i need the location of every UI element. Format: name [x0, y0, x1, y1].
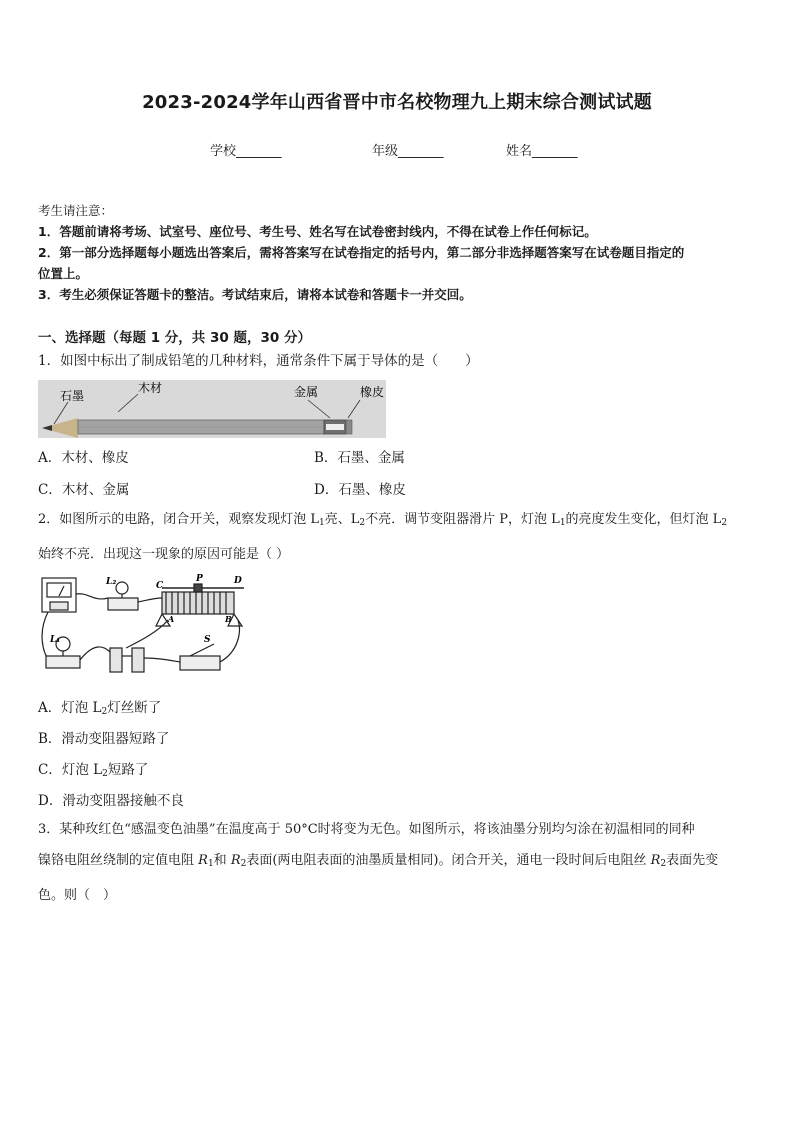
name-label: 姓名: [506, 144, 533, 159]
q3-line-1: 3．某种玫红色“感温变色油墨”在温度高于 50°C时将变为无色。如图所示，将该油墨分别均匀涂在初温相同的同种: [38, 822, 695, 837]
notice-item: 1．答题前请将考场、试室号、座位号、考生号、姓名写在试卷密封线内，不得在试卷上作任何标记。: [38, 224, 597, 239]
label-a: A: [168, 614, 175, 624]
q1-stem: 1．如图中标出了制成铅笔的几种材料，通常条件下属于导体的是（ ）: [38, 353, 479, 369]
label-wood: 木材: [138, 381, 163, 395]
q2-stem-line-2: 始终不亮．出现这一现象的原因可能是（ ）: [38, 547, 290, 562]
notice-heading: 考生请注意：: [38, 203, 114, 218]
q1-option-c: C．木材、金属: [38, 482, 130, 498]
battery-2: [132, 648, 144, 672]
grade-label: 年级: [372, 144, 399, 159]
label-rubber: 橡皮: [360, 385, 385, 399]
q1-option-a: A．木材、橡皮: [38, 450, 129, 466]
section-heading: 一、选择题（每题 1 分，共 30 题，30 分）: [38, 330, 311, 346]
rheostat-coil: [162, 592, 234, 614]
battery-1: [110, 648, 122, 672]
label-graphite: 石墨: [60, 389, 85, 403]
rheostat-slider: [194, 584, 202, 592]
page-title: 2023-2024学年山西省晋中市名校物理九上期末综合测试试题: [142, 92, 652, 113]
notice-item: 2．第一部分选择题每小题选出答案后，需将答案写在试卷指定的括号内，第二部分非选择题答案写在试卷题目指定的: [38, 245, 685, 260]
l1-base: [46, 656, 80, 668]
school-label: 学校: [210, 144, 237, 159]
q1-option-d: D．石墨、橡皮: [314, 482, 406, 498]
q2-option-d: D．滑动变阻器接触不良: [38, 793, 184, 809]
name-blank: _______: [532, 144, 578, 159]
q3-stem: [38, 814, 760, 911]
q2-stem-line-1: 2．如图所示的电路，闭合开关，观察发现灯泡 $L_1$亮、$L_2$不亮．调节变阻器滑片 P，灯泡 $L_1$的亮度发生变化，但灯泡 $L_2$: [38, 512, 728, 528]
label-b: B: [225, 614, 232, 624]
circuit-figure: [38, 572, 258, 676]
school-blank: _______: [236, 144, 282, 159]
switch-base: [180, 656, 220, 670]
name-field: [506, 140, 578, 159]
q1-option-b: B．石墨、金属: [314, 450, 405, 466]
q3-line-2: 镍铬电阻丝绕制的定值电阻 $R_1$和 $R_2$表面(两电阻表面的油墨质量相同)。闭合开关，通电一段时间后电阻丝 $R_2$表面先变: [38, 853, 719, 869]
label-metal: 金属: [294, 385, 319, 399]
label-c: C: [156, 581, 164, 591]
notice-item: 3．考生必须保证答题卡的整洁。考试结束后，请将本试卷和答题卡一并交回。: [38, 287, 472, 302]
label-l2: L₂: [106, 577, 117, 587]
notice-block: [38, 200, 760, 305]
label-d: D: [234, 576, 242, 586]
school-field: [210, 140, 282, 159]
pencil-eraser: [346, 420, 352, 434]
q2-option-c: C．灯泡 $L_2$短路了: [38, 762, 149, 779]
label-p: P: [196, 574, 203, 584]
notice-item: 位置上。: [38, 266, 89, 281]
l2-bulb: [116, 582, 128, 594]
q3-line-3: 色。则（ ）: [38, 888, 117, 903]
grade-field: [372, 140, 444, 159]
q2-stem: [38, 504, 760, 570]
q2-option-b: B．滑动变阻器短路了: [38, 731, 170, 747]
q2-option-a: A．灯泡 $L_2$灯丝断了: [38, 700, 162, 717]
label-s: S: [204, 635, 211, 645]
pencil-figure: [38, 380, 386, 438]
label-l1: L₁: [50, 635, 61, 645]
grade-blank: _______: [398, 144, 444, 159]
l2-base: [108, 598, 138, 610]
